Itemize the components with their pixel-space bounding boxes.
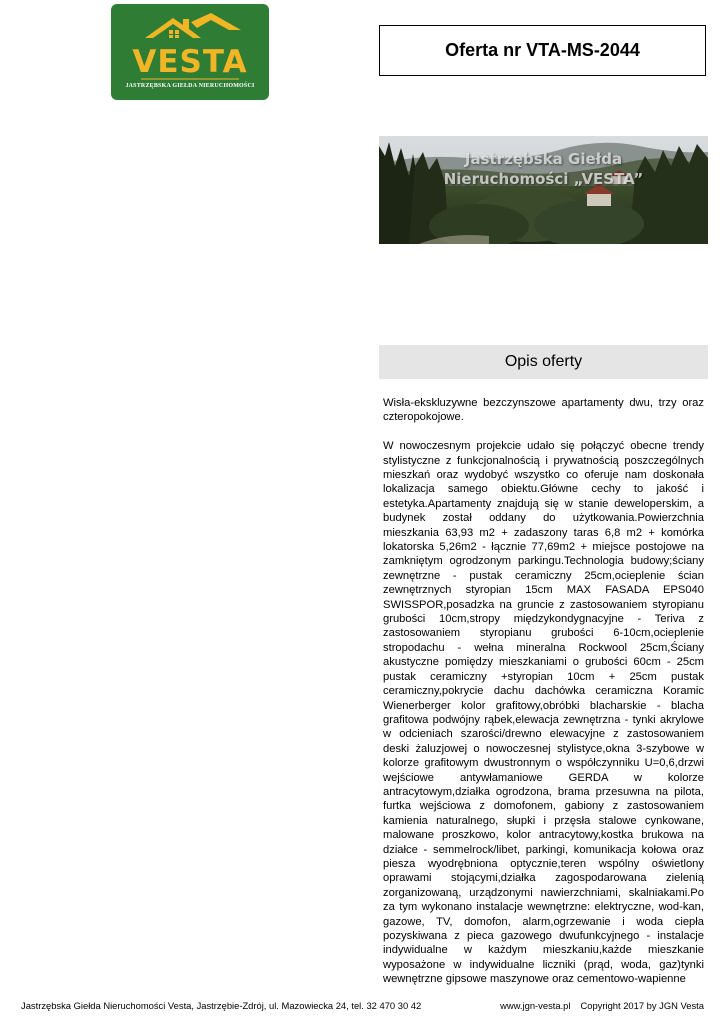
description-body: W nowoczesnym projekcie udało się połączyć obecne trendy stylistyczne z funkcjonalnością i prywatnością poszczególnych mieszkań oraz wydobyć wszystko co oferuje nam doskonała lokalizacja samego obiektu.Główne cechy to jakość i estetyka.Apartamenty znajdują się w stanie deweloperskim, a budynek został oddany do użytkowania.Powierzchnia mieszkania 63,93 m2 + zadaszony taras 6,8 m2 + komórka lokatorska 5,26m2 - łącznie 77,69m2 + miejsce postojowe na zamkniętym ogrodzonym parkingu.Technologia budowy;ściany zewnętrzne - pustak ceramiczny 25cm,ocieplenie ścian zewnętrznych styropian 15cm MAX FASADA EPS040 SWISSPOR,posadzka na gruncie z zastosowaniem styropianu grubości 10cm,stropy międzykondygnacyjne - Teriva z zastosowaniem styropianu grubości 6-10cm,ocieplenie stropodachu - wełna mineralna Rockwool 25cm,Ściany akustyczne pomiędzy mieszkaniami o grubości 60cm - 25cm pustak ceramiczny +styropian 10cm + 25cm pustak ceramiczny,pokrycie dachu dachówka ceramiczna Koramic Wienerberger kolor grafitowy,obróbki blacharskie - blacha grafitowa podwójny rąbek,elewacja zewnętrzna - tynki akrylowe w odcieniach szarości/drewno elewacyjne z zastosowaniem deski żaluzjowej o nowoczesnej stylistyce,okna 3-szybowe w kolorze grafitowym dwustronnym o współczynniku U=0,6,drzwi wejściowe antywłamaniowe GERDA w kolorze antracytowym,działka ogrodzona, brama przesuwna na pilota, furtka wejściowa z domofonem, gabiony z zastosowaniem kamienia naturalnego, słupki i przęsła stalowe cynkowane, malowane proszkowo, kolor antracytowy,kostka brukowa na działce - semmelrock/libet, parkingi, komunikacja kołowa oraz piesza wyodrębniona optycznie,teren wspólny oświetlony oprawami stojącymi,działka zagospodarowana zielenią zorganizowaną, urządzonymi nawierzchniami, skalniakami.Po za tym wykonano instalacje wewnętrzne: elektryczne, wod-kan, gazowe, TV, domofon, alarm,ogrzewanie i woda ciepła pozyskiwana z pieca gazowego dwufunkcyjnego - instalacje indywidualne w każdym mieszkaniu,każde mieszkanie wyposażone w indywidualne liczniki (prąd, woda, gaz)tynki wewnętrzne gipsowe maszynowe oraz cementowo-wapienne bbox=[383, 440, 704, 986]
footer-copyright: Copyright 2017 by JGN Vesta bbox=[580, 1000, 704, 1011]
watermark-line-2: Nieruchomości „VESTA” bbox=[443, 170, 644, 188]
logo-subtitle: JASTRZĘBSKA GIEŁDA NIERUCHOMOŚCI bbox=[125, 83, 255, 89]
company-logo bbox=[111, 4, 269, 100]
footer-address: Jastrzębska Giełda Nieruchomości Vesta, Jastrzębie-Zdrój, ul. Mazowiecka 24, tel. 32 470 30 42 bbox=[21, 1000, 422, 1011]
watermark-line-1: Jastrzębska Giełda bbox=[464, 150, 623, 168]
section-header bbox=[379, 345, 708, 379]
section-title: Opis oferty bbox=[504, 353, 583, 370]
photo-watermark bbox=[379, 149, 708, 189]
footer-website-link[interactable]: www.jgn-vesta.pl bbox=[500, 1000, 571, 1011]
offer-title: Oferta nr VTA-MS-2044 bbox=[445, 40, 640, 60]
description-intro: Wisła-ekskluzywne bezczynszowe apartamenty dwu, trzy oraz czteropokojowe. bbox=[383, 397, 704, 424]
footer-right bbox=[500, 1000, 704, 1011]
property-photo bbox=[379, 136, 708, 244]
offer-title-box bbox=[379, 25, 706, 76]
offer-description bbox=[383, 396, 704, 1001]
logo-name: VESTA bbox=[132, 44, 248, 80]
